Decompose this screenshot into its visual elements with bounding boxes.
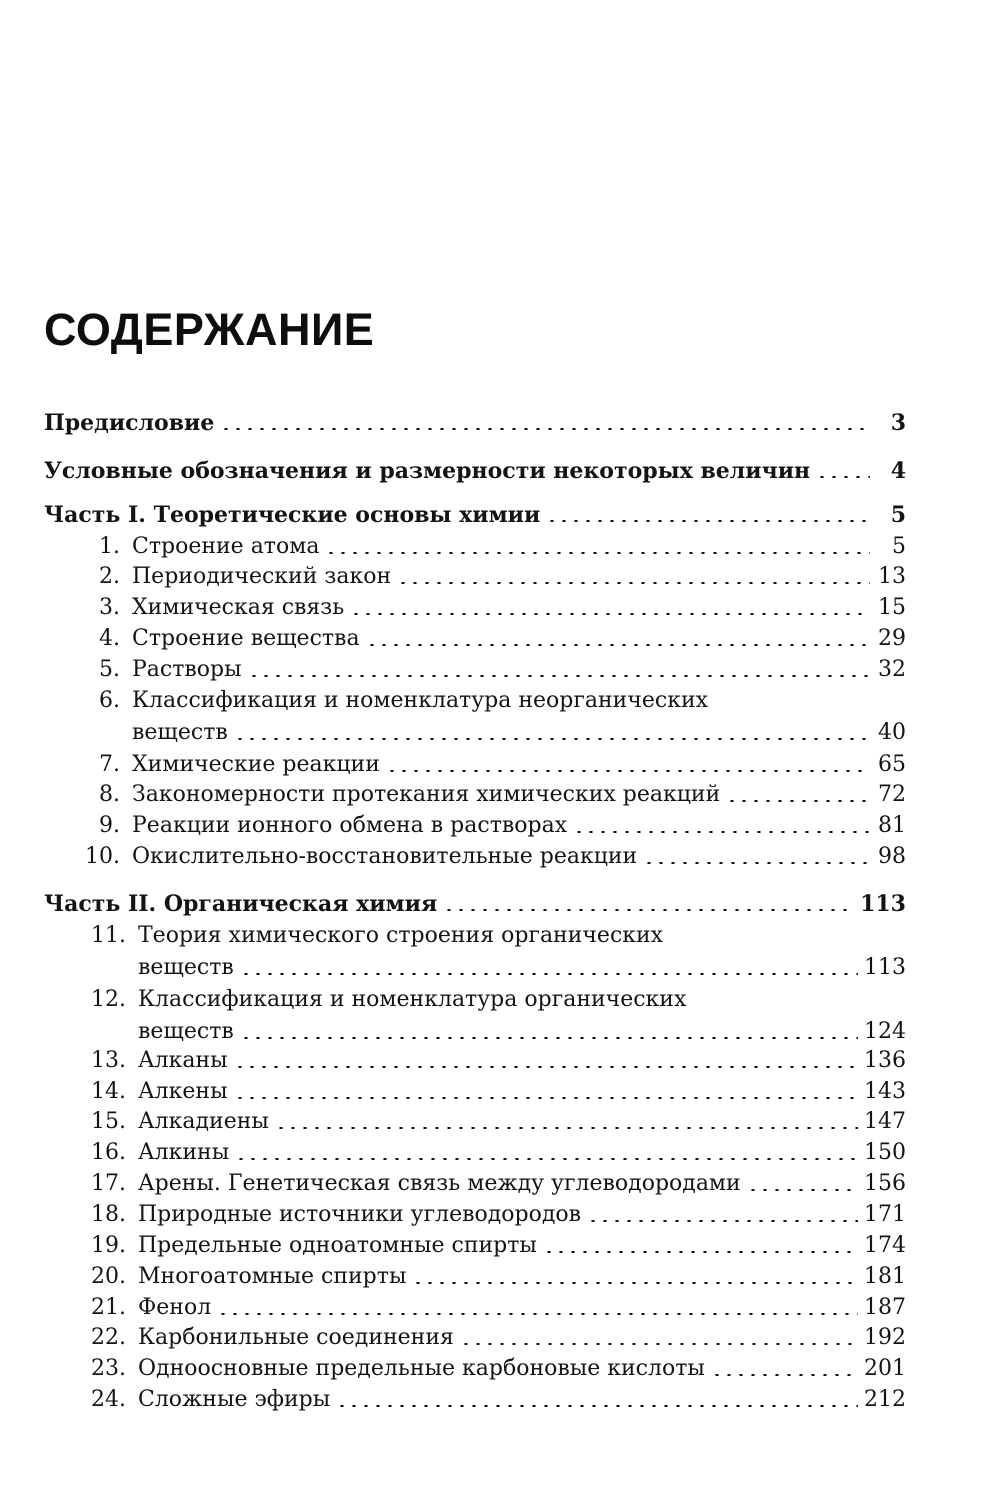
toc-entry-label: Закономерности протекания химических реакций xyxy=(132,782,721,807)
toc-page-number: 40 xyxy=(878,720,906,745)
toc-entry-number: 20. xyxy=(91,1264,126,1289)
toc-entry xyxy=(44,593,906,623)
toc-entry-label: Реакции ионного обмена в растворах xyxy=(132,813,568,838)
toc-entry-label: Химические реакции xyxy=(132,752,380,777)
toc-entry-number: 24. xyxy=(91,1387,126,1412)
toc-entry xyxy=(44,780,906,810)
toc-entry-label: Окислительно-восстановительные реакции xyxy=(132,844,638,869)
toc-page-number: 98 xyxy=(878,844,906,869)
dot-leader xyxy=(573,831,870,833)
dot-leader xyxy=(220,428,870,430)
toc-entry xyxy=(44,953,906,983)
toc-entry-number: 1. xyxy=(99,534,120,559)
dot-leader xyxy=(443,909,854,911)
toc-entry-label: Алкины xyxy=(138,1140,230,1165)
toc-entry xyxy=(44,1046,906,1076)
toc-page-number: 171 xyxy=(864,1202,906,1227)
toc-page-number: 212 xyxy=(864,1387,906,1412)
toc-entry-label: Природные источники углеводородов xyxy=(138,1202,582,1227)
toc-entry-label: Карбонильные соединения xyxy=(138,1325,454,1350)
dot-leader xyxy=(747,1189,858,1191)
dot-leader xyxy=(546,520,870,522)
toc-entry-number: 6. xyxy=(99,688,120,713)
toc-entry-label: Одноосновные предельные карбоновые кислоты xyxy=(138,1356,705,1381)
toc-entry-label: Строение атома xyxy=(132,534,320,559)
toc-entry-number: 5. xyxy=(99,657,120,682)
dot-leader xyxy=(412,1282,858,1284)
toc-page-number: 124 xyxy=(864,1019,906,1044)
dot-leader xyxy=(325,552,870,554)
toc-entry xyxy=(44,1293,906,1323)
toc-entry xyxy=(44,532,906,562)
dot-leader xyxy=(460,1343,858,1345)
toc-page-number: 201 xyxy=(864,1356,906,1381)
toc-section-entry xyxy=(44,408,906,438)
dot-leader xyxy=(336,1405,858,1407)
toc-entry-number: 3. xyxy=(99,595,120,620)
toc-page-number: 4 xyxy=(890,458,906,484)
toc-page-number: 136 xyxy=(864,1048,906,1073)
toc-entry-label: Алкадиены xyxy=(138,1109,269,1134)
toc-entry xyxy=(44,1138,906,1168)
toc-entry-label: веществ xyxy=(132,720,228,745)
toc-page-number: 65 xyxy=(878,752,906,777)
toc-entry-label: Предисловие xyxy=(44,410,215,436)
toc-page-number: 15 xyxy=(878,595,906,620)
toc-page-number: 147 xyxy=(864,1109,906,1134)
toc-entry xyxy=(44,750,906,780)
toc-entry-number: 19. xyxy=(91,1233,126,1258)
dot-leader xyxy=(587,1220,858,1222)
toc-entry-label: Теория химического строения органических xyxy=(138,923,664,948)
toc-entry-number: 15. xyxy=(91,1109,126,1134)
toc-entry xyxy=(44,1169,906,1199)
toc-page-number: 156 xyxy=(864,1171,906,1196)
toc-entry-label: веществ xyxy=(138,1019,234,1044)
dot-leader xyxy=(386,770,870,772)
toc-entry xyxy=(44,1077,906,1107)
toc-entry-label: веществ xyxy=(138,955,234,980)
toc-section-entry xyxy=(44,889,906,919)
dot-leader xyxy=(816,476,870,478)
toc-page-number: 113 xyxy=(864,955,906,980)
toc-entry xyxy=(44,811,906,841)
toc-entry xyxy=(44,1354,906,1384)
toc-page-number: 143 xyxy=(864,1079,906,1104)
toc-entry-number: 12. xyxy=(91,987,126,1012)
toc-entry-label: Классификация и номенклатура органических xyxy=(138,987,687,1012)
toc-entry-number: 2. xyxy=(99,564,120,589)
toc-page-number: 32 xyxy=(878,657,906,682)
toc-entry-number: 4. xyxy=(99,626,120,651)
dot-leader xyxy=(248,675,870,677)
toc-entry-label: Предельные одноатомные спирты xyxy=(138,1233,537,1258)
toc-entry xyxy=(44,718,906,748)
dot-leader xyxy=(275,1127,858,1129)
toc-page-number: 113 xyxy=(860,891,906,917)
toc-page-number: 181 xyxy=(864,1264,906,1289)
dot-leader xyxy=(234,1066,858,1068)
dot-leader xyxy=(240,1037,858,1039)
toc-entry xyxy=(44,842,906,872)
page-title: СОДЕРЖАНИЕ xyxy=(44,304,375,355)
dot-leader xyxy=(240,973,858,975)
dot-leader xyxy=(217,1313,858,1315)
toc-entry xyxy=(44,921,906,951)
toc-entry xyxy=(44,1385,906,1415)
toc-page-number: 5 xyxy=(890,502,906,528)
toc-entry xyxy=(44,1323,906,1353)
toc-entry-label: Химическая связь xyxy=(132,595,345,620)
dot-leader xyxy=(711,1374,858,1376)
toc-entry-label: Классификация и номенклатура неорганических xyxy=(132,688,709,713)
toc-entry-label: Многоатомные спирты xyxy=(138,1264,407,1289)
toc-entry xyxy=(44,655,906,685)
toc-entry-label: Часть II. Органическая химия xyxy=(44,891,438,917)
toc-entry xyxy=(44,562,906,592)
dot-leader xyxy=(543,1251,858,1253)
toc-page-number: 187 xyxy=(864,1295,906,1320)
toc-entry-number: 8. xyxy=(99,782,120,807)
toc-entry-number: 23. xyxy=(91,1356,126,1381)
toc-page-number: 192 xyxy=(864,1325,906,1350)
toc-entry-number: 7. xyxy=(99,752,120,777)
toc-entry-label: Часть I. Теоретические основы химии xyxy=(44,502,541,528)
toc-entry-label: Строение вещества xyxy=(132,626,360,651)
toc-entry-number: 21. xyxy=(91,1295,126,1320)
toc-page-number: 13 xyxy=(878,564,906,589)
toc-entry xyxy=(44,1017,906,1047)
toc-entry-label: Алканы xyxy=(138,1048,228,1073)
toc-page-number: 174 xyxy=(864,1233,906,1258)
toc-section-entry xyxy=(44,456,906,486)
toc-entry-number: 18. xyxy=(91,1202,126,1227)
toc-page-number: 150 xyxy=(864,1140,906,1165)
toc-entry-label: Алкены xyxy=(138,1079,228,1104)
toc-entry-number: 16. xyxy=(91,1140,126,1165)
dot-leader xyxy=(234,1097,858,1099)
toc-entry-number: 11. xyxy=(91,923,126,948)
toc-entry xyxy=(44,985,906,1015)
toc-entry-label: Растворы xyxy=(132,657,242,682)
toc-section-entry xyxy=(44,500,906,530)
dot-leader xyxy=(397,582,870,584)
toc-page-number: 81 xyxy=(878,813,906,838)
toc-entry-label: Сложные эфиры xyxy=(138,1387,331,1412)
dot-leader xyxy=(234,738,870,740)
toc-entry-number: 22. xyxy=(91,1325,126,1350)
toc-page-number: 5 xyxy=(892,534,906,559)
toc-entry-label: Периодический закон xyxy=(132,564,392,589)
toc-entry-number: 14. xyxy=(91,1079,126,1104)
toc-page-number: 3 xyxy=(890,410,906,436)
toc-entry-number: 17. xyxy=(91,1171,126,1196)
toc-entry xyxy=(44,686,906,716)
toc-entry xyxy=(44,1107,906,1137)
dot-leader xyxy=(643,862,870,864)
toc-page-number: 29 xyxy=(878,626,906,651)
dot-leader xyxy=(726,800,870,802)
toc-entry xyxy=(44,624,906,654)
toc-entry-number: 9. xyxy=(99,813,120,838)
dot-leader xyxy=(235,1158,858,1160)
toc-entry-label: Арены. Генетическая связь между углеводородами xyxy=(138,1171,741,1196)
dot-leader xyxy=(350,613,870,615)
toc-entry xyxy=(44,1231,906,1261)
dot-leader xyxy=(366,644,870,646)
toc-entry-label: Фенол xyxy=(138,1295,212,1320)
toc-entry-number: 10. xyxy=(85,844,120,869)
toc-entry xyxy=(44,1262,906,1292)
toc-entry-label: Условные обозначения и размерности некоторых величин xyxy=(44,458,811,484)
toc-page-number: 72 xyxy=(878,782,906,807)
toc-entry-number: 13. xyxy=(91,1048,126,1073)
toc-entry xyxy=(44,1200,906,1230)
